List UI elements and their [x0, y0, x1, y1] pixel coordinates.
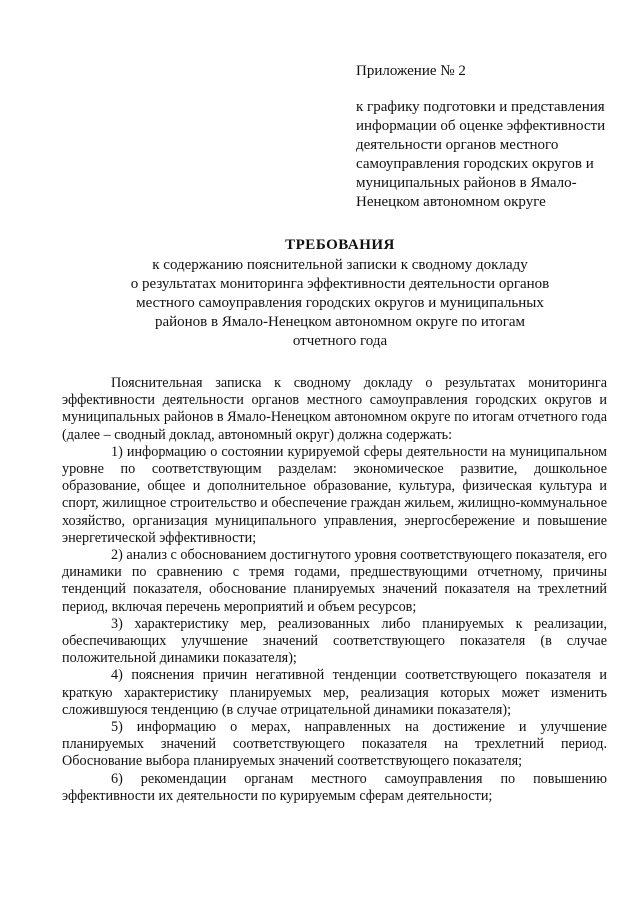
document-subtitle-line: отчетного года	[292, 333, 388, 349]
intro-paragraph: Пояснительная записка к сводному докладу о результатах мониторинга эффективности деятельности органов местного самоуправления городских округов и муниципальных районов в Ямало-Ненецком автономном округе по итогам отчетного года (далее – сводный доклад, автономный округ) должна содержать:	[62, 375, 607, 443]
document-subtitle-line: местного самоуправления городских округов и муниципальных	[136, 295, 544, 311]
document-body	[62, 375, 607, 805]
requirement-item-1: 1) информацию о состоянии курируемой сферы деятельности на муниципальном уровне по соответствующим разделам: экономическое развитие, дошкольное образование, общее и дополнительное образование, культура, физическая культура и спорт, жилищное строительство и обеспечение граждан жильем, жилищно-коммунальное хозяйство, организация муниципального управления, энергосбережение и повышение энергетической эффективности;	[62, 443, 607, 546]
document-heading	[60, 236, 620, 351]
document-subtitle-line: к содержанию пояснительной записки к сводному докладу	[152, 257, 528, 273]
appendix-number: Приложение № 2	[356, 63, 466, 79]
document-subtitle-line: о результатах мониторинга эффективности деятельности органов	[130, 276, 550, 292]
document-subtitle-line: районов в Ямало-Ненецком автономном округе по итогам	[154, 314, 526, 330]
appendix-reference	[356, 98, 618, 212]
requirement-item-2: 2) анализ с обоснованием достигнутого уровня соответствующего показателя, его динамики по сравнению с тремя годами, предшествующими отчетному, причины тенденций показателя, обоснование планируемых значений показателя на трехлетний период, включая перечень мероприятий и объем ресурсов;	[62, 547, 607, 615]
requirement-item-4: 4) пояснения причин негативной тенденции соответствующего показателя и краткую характеристику планируемых мер, реализация которых может изменить сложившуюся тенденцию (в случае отрицательной динамики показателя);	[62, 667, 607, 718]
appendix-reference-line: муниципальных районов в Ямало-	[356, 175, 577, 191]
appendix-reference-line: информации об оценке эффективности	[356, 118, 606, 134]
requirement-item-6: 6) рекомендации органам местного самоуправления по повышению эффективности их деятельности по курируемым сферам деятельности;	[62, 770, 607, 804]
requirement-item-5: 5) информацию о мерах, направленных на достижение и улучшение планируемых значений соответствующего показателя на трехлетний период. Обоснование выбора планируемых значений соответствующего показателя;	[62, 719, 607, 770]
appendix-reference-line: Ненецком автономном округе	[356, 194, 546, 210]
document-title: ТРЕБОВАНИЯ	[285, 237, 395, 253]
appendix-block	[356, 62, 618, 212]
appendix-reference-line: самоуправления городских округов и	[356, 156, 594, 172]
appendix-reference-line: к графику подготовки и представления	[356, 99, 605, 115]
appendix-reference-line: деятельности органов местного	[356, 137, 559, 153]
requirement-item-3: 3) характеристику мер, реализованных либо планируемых к реализации, обеспечивающих улучшение значений соответствующего показателя (в случае положительной динамики показателя);	[62, 615, 607, 667]
